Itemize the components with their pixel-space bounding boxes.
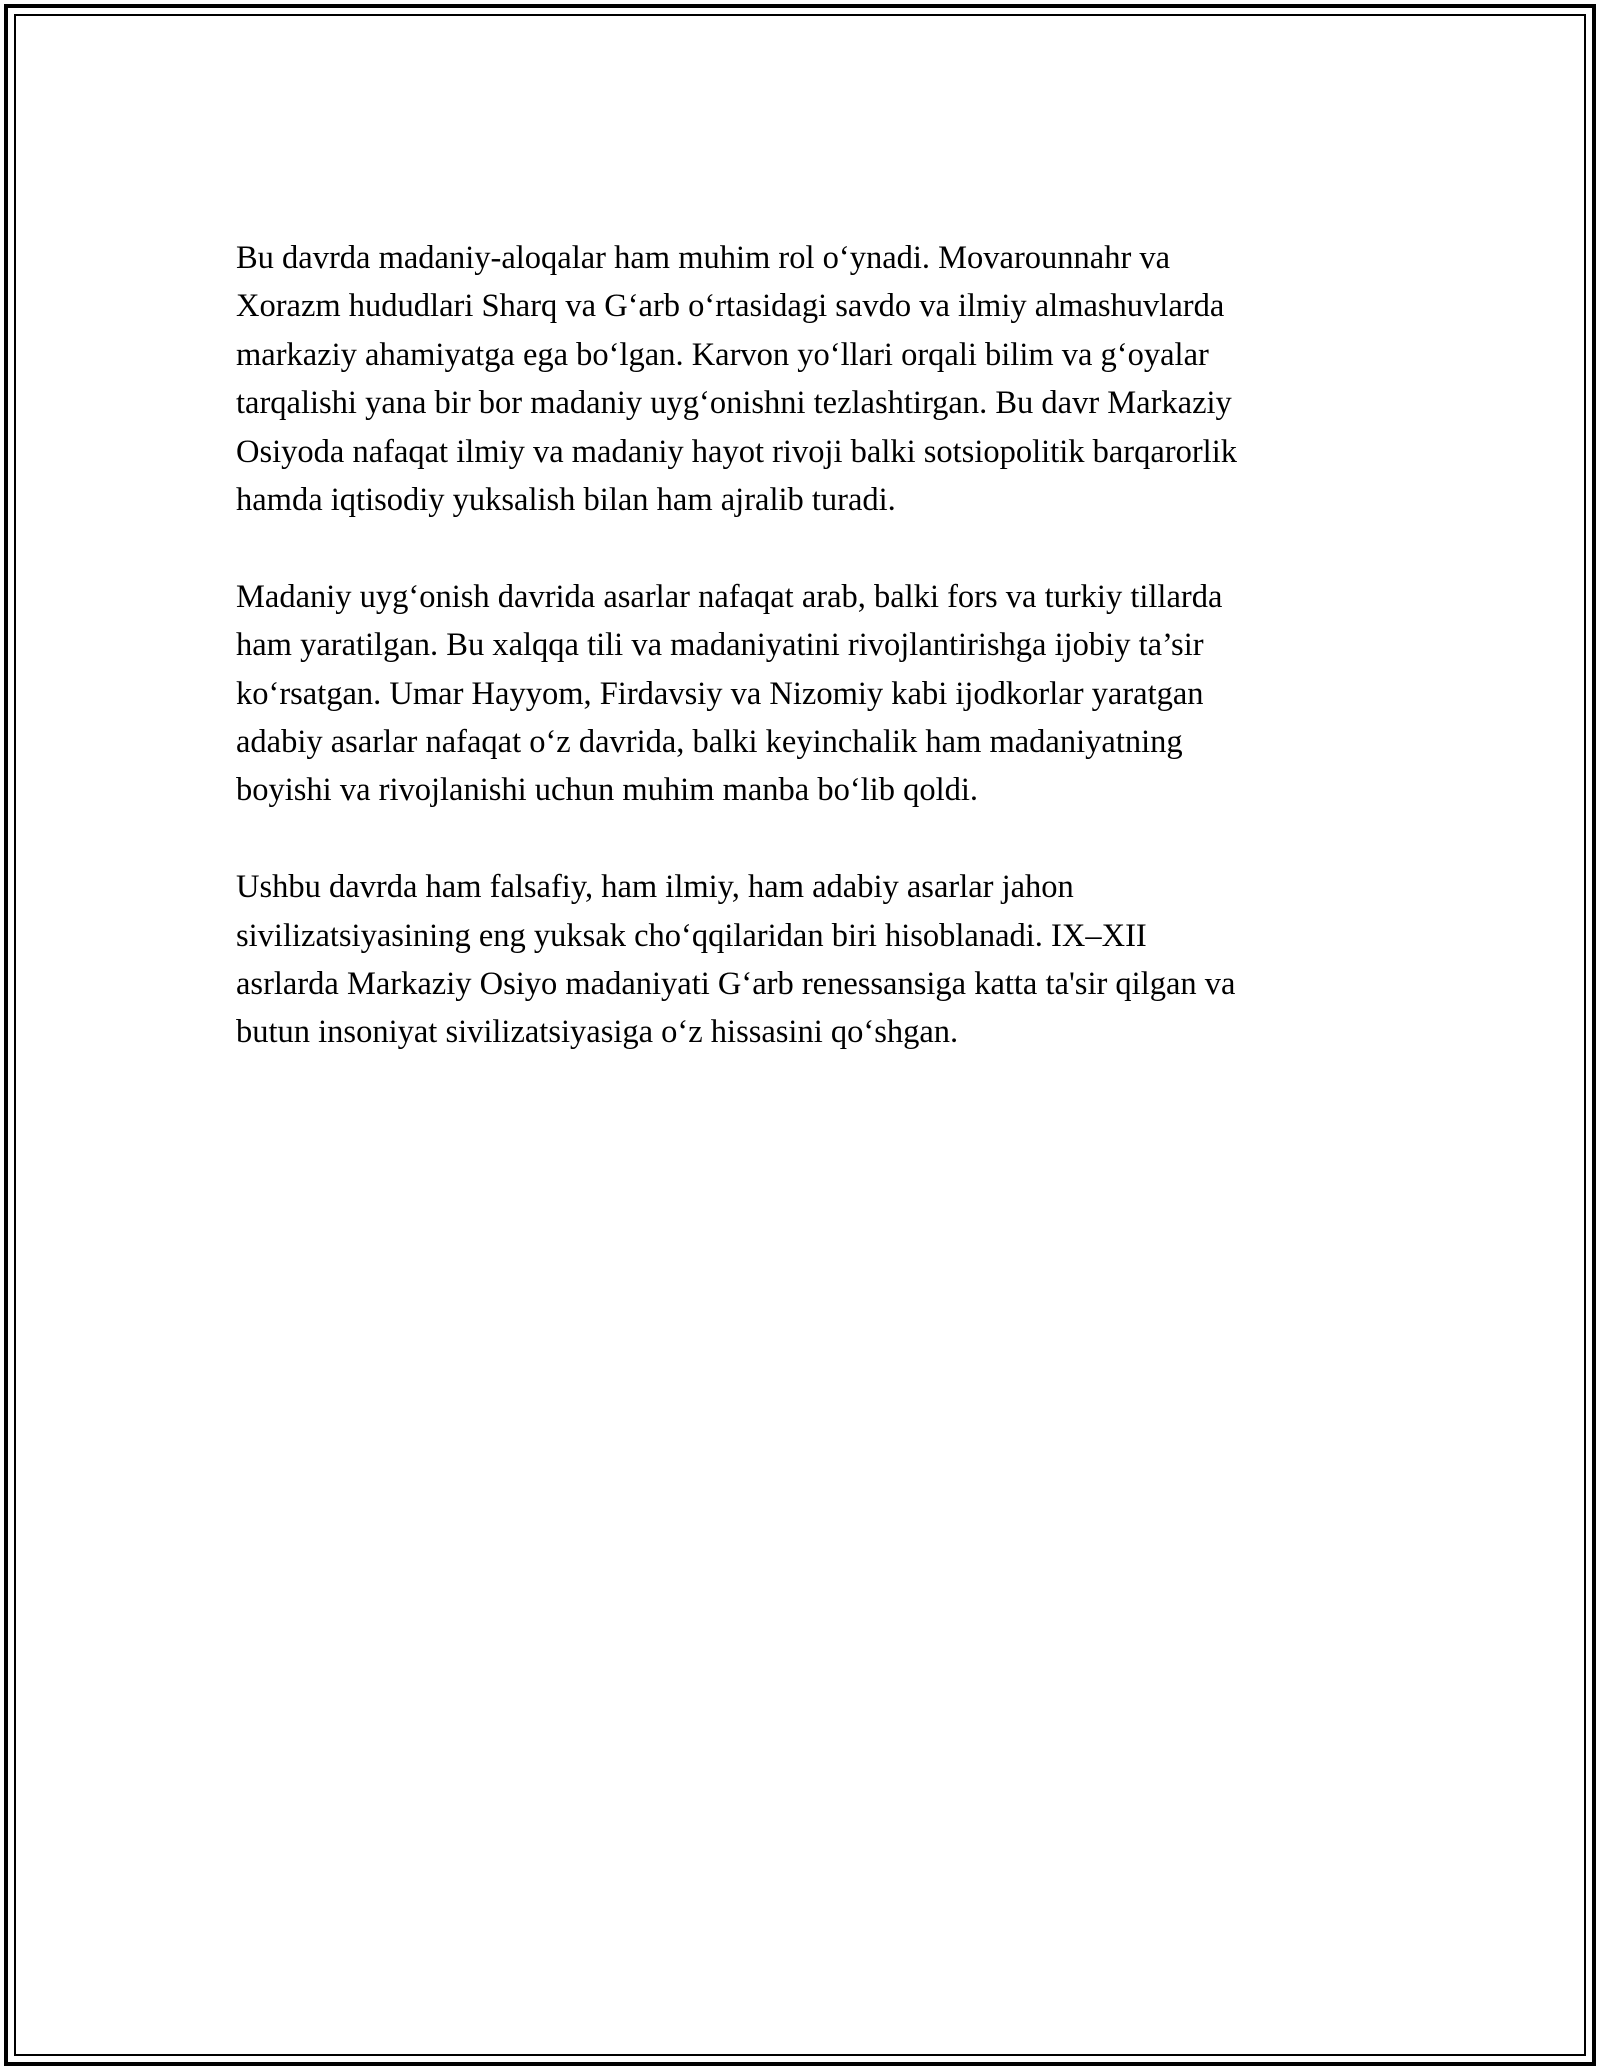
text-line: Bu davrda madaniy-aloqalar ham muhim rol o‘ynadi. Movarounnahr va [236, 240, 1171, 276]
text-line: markaziy ahamiyatga ega bo‘lgan. Karvon yo‘llari orqali bilim va g‘oyalar [236, 336, 1209, 373]
text-line: Madaniy uyg‘onish davrida asarlar nafaqat arab, balki fors va turkiy tillarda [236, 578, 1223, 615]
text-line: tarqalishi yana bir bor madaniy uyg‘onishni tezlashtirgan. Bu davr Markaziy [236, 385, 1232, 422]
paragraph-3 [236, 863, 1386, 1057]
text-line: Xorazm hududlari Sharq va G‘arb o‘rtasidagi savdo va ilmiy almashuvlarda [236, 288, 1225, 325]
text-line: hamda iqtisodiy yuksalish bilan ham ajralib turadi. [236, 482, 896, 519]
text-line: asrlarda Markaziy Osiyo madaniyati G‘arb renessansiga katta ta'sir qilgan va [236, 966, 1236, 1003]
text-line: Osiyoda nafaqat ilmiy va madaniy hayot rivoji balki sotsiopolitik barqarorlik [236, 433, 1237, 470]
text-line: ham yaratilgan. Bu xalqqa tili va madaniyatini rivojlantirishga ijobiy ta’sir [236, 627, 1204, 664]
paragraph-2 [236, 573, 1386, 815]
paragraph-1 [236, 234, 1386, 524]
text-line: boyishi va rivojlanishi uchun muhim manba bo‘lib qoldi. [236, 772, 979, 809]
text-line: sivilizatsiyasining eng yuksak cho‘qqilaridan biri hisoblanadi. IX–XII [236, 917, 1147, 954]
text-line: butun insoniyat sivilizatsiyasiga o‘z hissasini qo‘shgan. [236, 1014, 959, 1051]
text-line: adabiy asarlar nafaqat o‘z davrida, balki keyinchalik ham madaniyatning [236, 724, 1183, 761]
text-line: ko‘rsatgan. Umar Hayyom, Firdavsiy va Nizomiy kabi ijodkorlar yaratgan [236, 675, 1204, 712]
document-body [236, 234, 1386, 1105]
text-line: Ushbu davrda ham falsafiy, ham ilmiy, ham adabiy asarlar jahon [236, 869, 1074, 906]
